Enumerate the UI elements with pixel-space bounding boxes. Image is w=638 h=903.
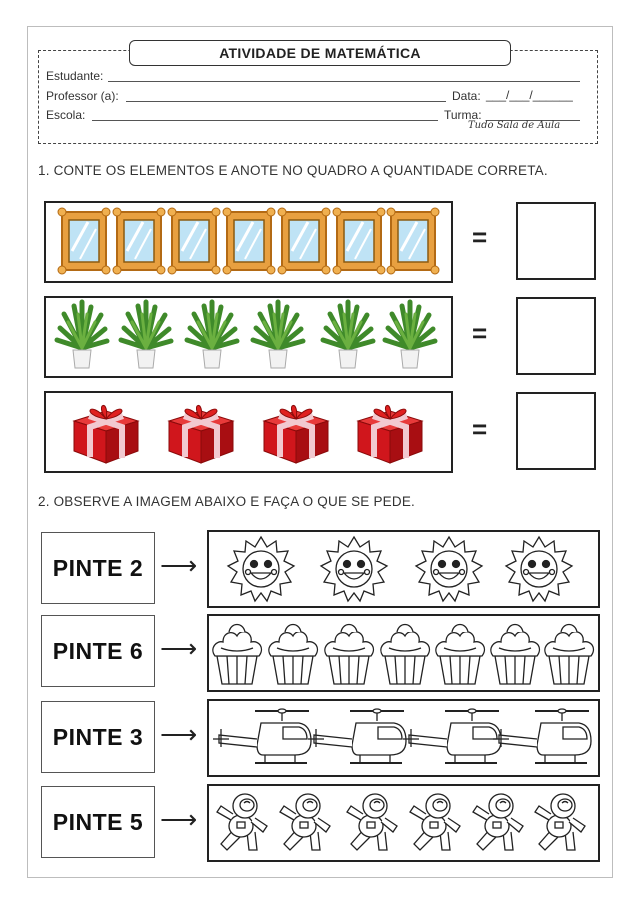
school-label: Escola: <box>46 108 86 122</box>
plant-row-art <box>46 298 451 376</box>
astronaut-icon[interactable] <box>217 794 267 850</box>
cupcake-icon[interactable] <box>491 625 540 685</box>
sun-strip <box>207 530 600 608</box>
class-label: Turma: <box>444 108 482 122</box>
sun-icon[interactable] <box>228 537 294 601</box>
arrow-right-icon: ⟶ <box>160 633 198 663</box>
plant-icon <box>187 302 237 368</box>
pinte-5-label: PINTE 5 <box>41 786 155 858</box>
section1-instruction: 1. CONTE OS ELEMENTOS E ANOTE NO QUADRO A QUANTIDADE CORRETA. <box>38 163 548 178</box>
mirror-icon <box>58 208 110 274</box>
sun-strip-art <box>209 532 598 606</box>
gift-icon <box>264 405 328 463</box>
mirror-row-art <box>46 203 451 281</box>
date-label: Data: <box>452 89 481 103</box>
gift-row <box>44 391 453 473</box>
answer-box-plants[interactable] <box>516 297 596 375</box>
date-field[interactable]: ___/___/______ <box>486 88 573 102</box>
mirror-row <box>44 201 453 283</box>
helicopter-icon[interactable] <box>213 709 311 763</box>
plant-icon <box>323 302 373 368</box>
arrow-right-icon: ⟶ <box>160 804 198 834</box>
answer-box-mirrors[interactable] <box>516 202 596 280</box>
answer-box-gifts[interactable] <box>516 392 596 470</box>
equals-sign: = <box>472 222 488 252</box>
arrow-right-icon: ⟶ <box>160 550 198 580</box>
gift-row-art <box>46 393 451 471</box>
worksheet-title: ATIVIDADE DE MATEMÁTICA <box>129 40 511 66</box>
cupcake-icon[interactable] <box>436 625 485 685</box>
mirror-icon <box>333 208 385 274</box>
teacher-label: Professor (a): <box>46 89 119 103</box>
sun-icon[interactable] <box>506 537 572 601</box>
student-name-field[interactable] <box>108 81 580 82</box>
mirror-icon <box>168 208 220 274</box>
cupcake-icon[interactable] <box>381 625 430 685</box>
mirror-icon <box>278 208 330 274</box>
gift-icon <box>74 405 138 463</box>
section2-instruction: 2. OBSERVE A IMAGEM ABAIXO E FAÇA O QUE SE PEDE. <box>38 494 415 509</box>
helicopter-icon[interactable] <box>493 709 591 763</box>
student-label: Estudante: <box>46 69 104 83</box>
helicopter-strip <box>207 699 600 777</box>
astronaut-icon[interactable] <box>280 794 330 850</box>
astronaut-icon[interactable] <box>473 794 523 850</box>
mirror-icon <box>387 208 439 274</box>
cupcake-strip-art <box>209 616 598 690</box>
plant-icon <box>385 302 435 368</box>
astronaut-strip-art <box>209 786 598 860</box>
logo-text: Tudo Sala de Aula <box>468 120 561 131</box>
astronaut-icon[interactable] <box>535 794 585 850</box>
pinte-3-label: PINTE 3 <box>41 701 155 773</box>
sun-icon[interactable] <box>321 537 387 601</box>
arrow-right-icon: ⟶ <box>160 719 198 749</box>
astronaut-icon[interactable] <box>410 794 460 850</box>
cupcake-strip <box>207 614 600 692</box>
cupcake-icon[interactable] <box>545 625 594 685</box>
cupcake-icon[interactable] <box>269 625 318 685</box>
plant-icon <box>121 302 171 368</box>
cupcake-icon[interactable] <box>325 625 374 685</box>
plant-icon <box>253 302 303 368</box>
helicopter-icon[interactable] <box>403 709 501 763</box>
gift-icon <box>169 405 233 463</box>
astronaut-icon[interactable] <box>347 794 397 850</box>
astronaut-strip <box>207 784 600 862</box>
plant-icon <box>57 302 107 368</box>
pinte-2-label: PINTE 2 <box>41 532 155 604</box>
gift-icon <box>358 405 422 463</box>
plant-row <box>44 296 453 378</box>
helicopter-strip-art <box>209 701 598 775</box>
teacher-name-field[interactable] <box>126 101 446 102</box>
mirror-icon <box>223 208 275 274</box>
cupcake-icon[interactable] <box>213 625 262 685</box>
pinte-6-label: PINTE 6 <box>41 615 155 687</box>
helicopter-icon[interactable] <box>308 709 406 763</box>
sun-icon[interactable] <box>416 537 482 601</box>
equals-sign: = <box>472 318 488 348</box>
school-name-field[interactable] <box>92 120 438 121</box>
mirror-icon <box>113 208 165 274</box>
equals-sign: = <box>472 414 488 444</box>
